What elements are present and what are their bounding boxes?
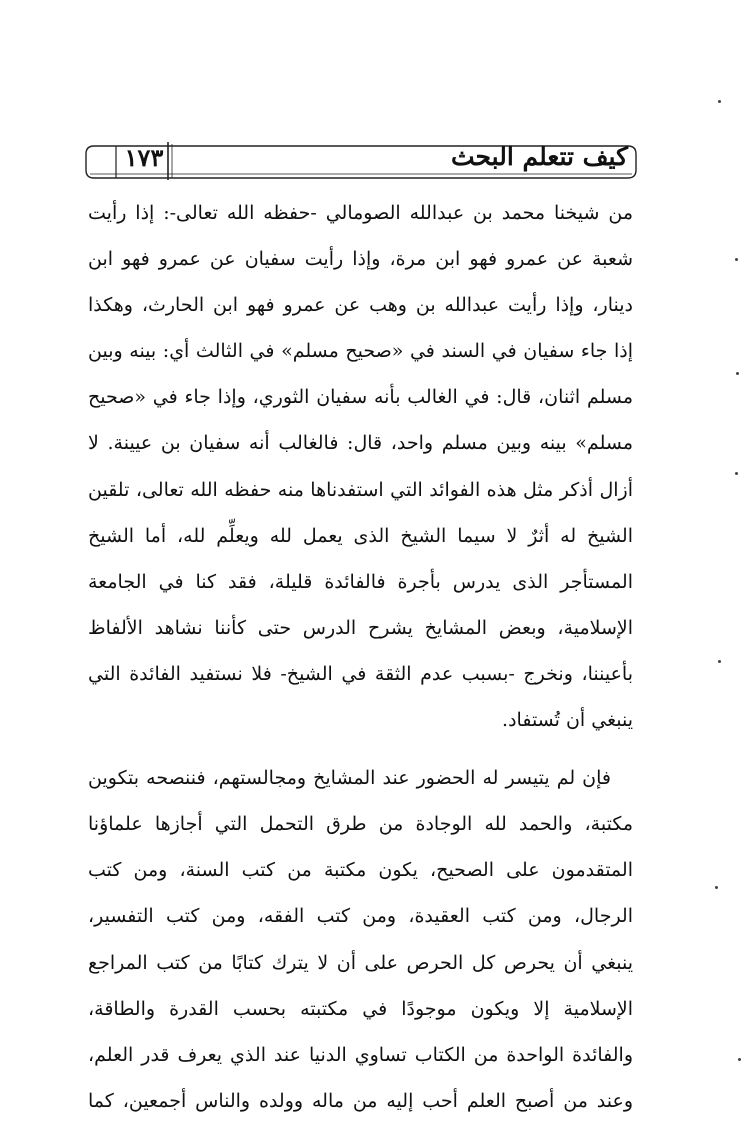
scan-speck [735, 472, 738, 475]
text-line: إذا جاء سفيان في السند في «صحيح مسلم» في الثالث أي: بينه وبين [88, 340, 633, 363]
paragraph-2 [88, 755, 633, 1124]
text-line: أزال أذكر مثل هذه الفوائد التي استفدناها منه حفظه الله تعالى، تلقين [88, 478, 633, 501]
text-line: الإسلامية، وبعض المشايخ يشرح الدرس حتى كأننا نشاهد الألفاظ [88, 616, 633, 639]
text-line: الرجال، ومن كتب العقيدة، ومن كتب الفقه، ومن كتب التفسير، [88, 905, 633, 928]
text-line: مكتبة، والحمد لله الوجادة من طرق التحمل التي أجازها علماؤنا [88, 813, 633, 836]
text-line: شعبة عن عمرو فهو ابن مرة، وإذا رأيت سفيان عن عمرو فهو ابن [88, 248, 633, 271]
text-line: الشيخ له أثرٌ لا سيما الشيخ الذى يعمل لله ويعلِّم لله، أما الشيخ [88, 524, 633, 547]
scan-speck [736, 372, 739, 375]
running-title: كيف تتعلم البحث [450, 142, 628, 171]
text-line: المستأجر الذى يدرس بأجرة فالفائدة قليلة، فقد كنا في الجامعة [88, 570, 633, 593]
paragraph-1 [88, 190, 633, 743]
page-number: ١٧٣ [124, 143, 164, 172]
text-line: الإسلامية إلا ويكون موجودًا في مكتبته بحسب القدرة والطاقة، [88, 997, 633, 1020]
text-line: مسلم» بينه وبين مسلم واحد، قال: فالغالب أنه سفيان بن عيينة. لا [88, 432, 633, 455]
text-line: وعند من أصبح العلم أحب إليه من ماله وولده والناس أجمعين، كما [88, 1089, 633, 1112]
text-line: من شيخنا محمد بن عبدالله الصومالي -حفظه الله تعالى-: إذا رأيت [88, 202, 633, 224]
text-line: ينبغي أن يحرص كل الحرص على أن لا يترك كتابًا من كتب المراجع [88, 951, 633, 974]
text-line: دينار، وإذا رأيت عبدالله بن وهب عن عمرو فهو ابن الحارث، وهكذا [88, 294, 633, 317]
scan-speck [718, 100, 721, 103]
text-line: والفائدة الواحدة من الكتاب تساوي الدنيا عند الذي يعرف قدر العلم، [88, 1043, 633, 1066]
scan-speck [718, 660, 721, 663]
scan-speck [735, 258, 738, 261]
text-line: فإن لم يتيسر له الحضور عند المشايخ ومجالستهم، فننصحه بتكوين [88, 767, 611, 790]
scan-speck [715, 886, 718, 889]
scan-speck [738, 1058, 741, 1061]
text-line: المتقدمون على الصحيح، يكون مكتبة من كتب السنة، ومن كتب [88, 859, 633, 882]
text-line: مسلم اثنان، قال: في الغالب بأنه سفيان الثوري، وإذا جاء في «صحيح [88, 386, 633, 409]
body-text [88, 190, 633, 1124]
text-line: ينبغي أن تُستفاد. [502, 709, 633, 732]
text-line: بأعيننا، ونخرج -بسبب عدم الثقة في الشيخ- فلا نستفيد الفائدة التي [88, 662, 633, 685]
